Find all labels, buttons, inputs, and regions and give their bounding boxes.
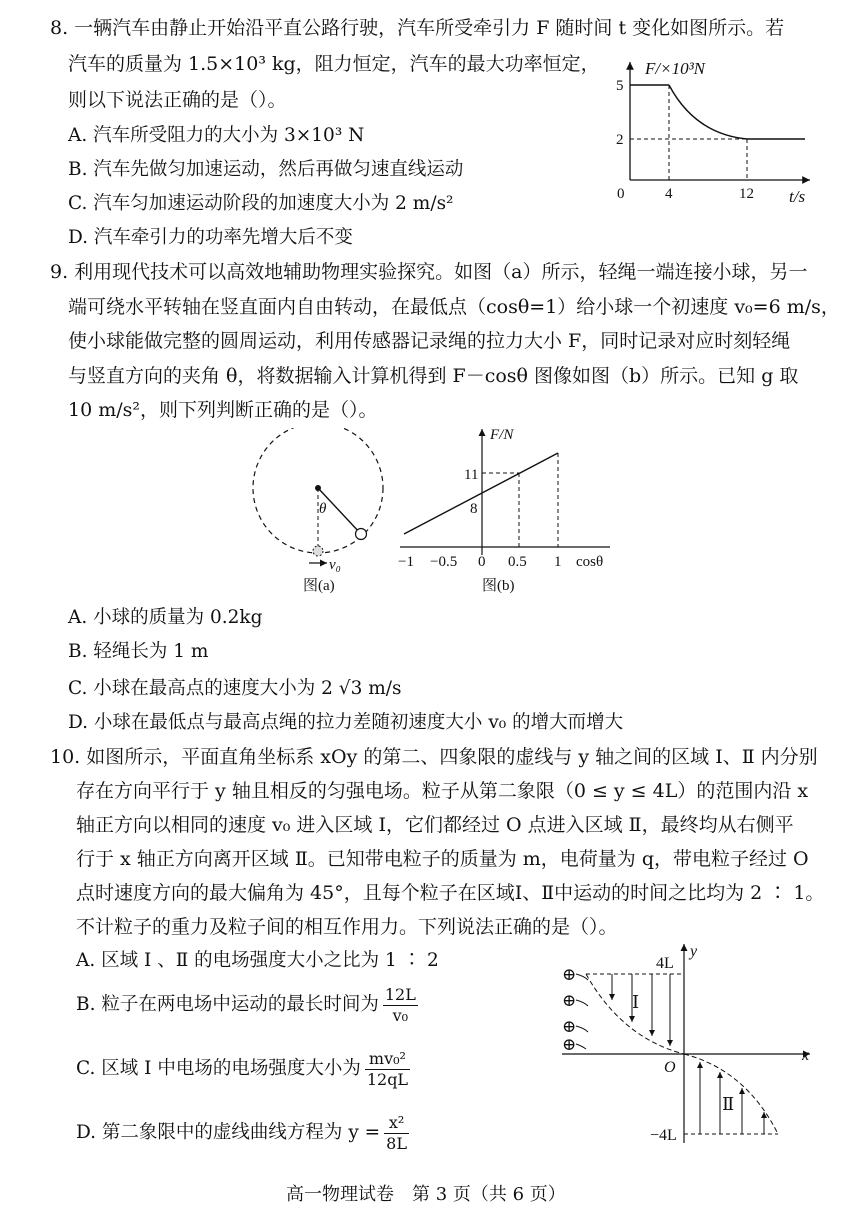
q10-region1-curve bbox=[586, 974, 684, 1054]
q10-stem-line2: 存在方向平行于 y 轴且相反的匀强电场。粒子从第二象限（0 ≤ y ≤ 4L）的范围内沿 x bbox=[76, 780, 809, 802]
q10-option-d-text: D. 第二象限中的虚线曲线方程为 y = bbox=[76, 1122, 381, 1143]
q10-option-c-denominator: 12qL bbox=[366, 1069, 409, 1089]
q10-particle-entry-arrows bbox=[576, 974, 588, 1049]
q10-option-a: A. 区域 Ⅰ 、Ⅱ 的电场强度大小之比为 1 ∶ 2 bbox=[76, 950, 439, 971]
q9-option-b: B. 轻绳长为 1 m bbox=[68, 641, 209, 662]
q10-stem-line5: 点时速度方向的最大偏角为 45°，且每个粒子在区域Ⅰ、Ⅱ中运动的时间之比均为 2 ∶ 1。 bbox=[76, 882, 825, 904]
q10-region2-label: Ⅱ bbox=[722, 1094, 735, 1114]
q8-xtick-4: 4 bbox=[665, 186, 673, 202]
q9-ball-lowest bbox=[313, 546, 323, 556]
q8-option-a: A. 汽车所受阻力的大小为 3×10³ N bbox=[68, 125, 365, 146]
q8-option-c: C. 汽车匀加速运动阶段的加速度大小为 2 m/s² bbox=[68, 193, 454, 214]
q8-option-d: D. 汽车牵引力的功率先增大后不变 bbox=[68, 227, 353, 248]
q9-stem-line5: 10 m/s²，则下列判断正确的是（）。 bbox=[68, 399, 378, 421]
q8-stem-line1: 8. 一辆汽车由静止开始沿平直公路行驶，汽车所受牵引力 F 随时间 t 变化如图所示。若 bbox=[50, 17, 785, 39]
q10-option-c bbox=[76, 1046, 410, 1092]
q10-option-b bbox=[76, 982, 418, 1028]
q10-particle-4: ⊕ bbox=[562, 1035, 577, 1054]
q9-xtick-0: 0 bbox=[478, 554, 486, 570]
q10-particles bbox=[562, 965, 576, 1054]
q8-stem-line3: 则以下说法正确的是（）。 bbox=[68, 89, 287, 111]
q9-option-a: A. 小球的质量为 0.2kg bbox=[68, 607, 263, 628]
q10-field-diagram bbox=[552, 938, 822, 1150]
page-footer: 高一物理试卷 第 3 页（共 6 页） bbox=[286, 1184, 566, 1205]
q9-v0-label: v₀ bbox=[329, 557, 341, 573]
q9-xtick-neg05: −0.5 bbox=[430, 554, 458, 570]
q10-bottom-label: −4L bbox=[650, 1127, 677, 1144]
q8-stem-line2: 汽车的质量为 1.5×10³ kg，阻力恒定，汽车的最大功率恒定， bbox=[68, 53, 600, 75]
q9-xtick-05: 0.5 bbox=[508, 554, 527, 570]
q8-x-label: t/s bbox=[789, 187, 806, 206]
q9-figure-b bbox=[390, 425, 620, 600]
q9-stem-line1: 9. 利用现代技术可以高效地辅助物理实验探究。如图（a）所示，轻绳一端连接小球，另一 bbox=[50, 261, 808, 283]
q10-x-label: x bbox=[802, 1047, 810, 1064]
q9-ytick-8: 8 bbox=[470, 501, 478, 517]
q9-caption-a: 图(a) bbox=[303, 578, 335, 594]
q10-stem-line3: 轴正方向以相同的速度 v₀ 进入区域 Ⅰ，它们都经过 O 点进入区域 Ⅱ，最终均从右侧平 bbox=[76, 814, 794, 836]
q8-force-time-graph bbox=[605, 52, 825, 212]
q10-option-d-denominator: 8L bbox=[386, 1133, 407, 1153]
q8-y-label: F/×10³N bbox=[645, 59, 706, 78]
q9-force-line bbox=[404, 453, 558, 534]
q9-ball bbox=[356, 529, 367, 540]
q9-figure-a bbox=[245, 428, 385, 598]
q10-option-d-fraction bbox=[384, 1113, 409, 1154]
q10-option-d bbox=[76, 1110, 409, 1156]
q10-y-label: y bbox=[690, 943, 698, 960]
q8-ytick-5: 5 bbox=[616, 78, 624, 94]
q10-stem-line4: 行于 x 轴正方向离开区域 Ⅱ。已知带电粒子的质量为 m，电荷量为 q，带电粒子经过 O bbox=[76, 848, 809, 870]
q10-option-d-numerator: x² bbox=[384, 1113, 409, 1134]
q10-option-b-denominator: v₀ bbox=[392, 1005, 409, 1025]
q9-option-d: D. 小球在最低点与最高点绳的拉力差随初速度大小 v₀ 的增大而增大 bbox=[68, 712, 624, 733]
q10-region1-label: Ⅰ bbox=[632, 992, 640, 1012]
q8-origin-label: 0 bbox=[617, 186, 625, 202]
q10-option-c-numerator: mv₀² bbox=[365, 1049, 410, 1070]
q10-particle-3: ⊕ bbox=[562, 1017, 577, 1036]
q10-stem-line1: 10. 如图所示，平面直角坐标系 xOy 的第二、四象限的虚线与 y 轴之间的区域 Ⅰ、Ⅱ 内分别 bbox=[50, 746, 818, 768]
q10-option-c-fraction bbox=[365, 1049, 410, 1090]
q8-decreasing-force-curve bbox=[669, 85, 747, 139]
q8-xtick-12: 12 bbox=[739, 186, 754, 202]
q9-option-c: C. 小球在最高点的速度大小为 2 √3 m/s bbox=[68, 678, 402, 699]
q10-option-c-text: C. 区域 Ⅰ 中电场的电场强度大小为 bbox=[76, 1058, 361, 1079]
q9-y-label: F/N bbox=[490, 427, 514, 443]
q9-x-label: cosθ bbox=[576, 554, 604, 570]
q9-stem-line3: 使小球能做完整的圆周运动，利用传感器记录绳的拉力大小 F，同时记录对应时刻轻绳 bbox=[68, 330, 791, 352]
q8-ytick-2: 2 bbox=[616, 132, 624, 148]
q10-origin-label: O bbox=[664, 1059, 676, 1076]
q10-stem-line6: 不计粒子的重力及粒子间的相互作用力。下列说法正确的是（）。 bbox=[76, 916, 618, 938]
q9-caption-b: 图(b) bbox=[482, 578, 515, 594]
q9-xtick-1: 1 bbox=[554, 554, 562, 570]
q9-pivot bbox=[315, 485, 321, 491]
q8-option-b: B. 汽车先做匀加速运动，然后再做匀速直线运动 bbox=[68, 159, 464, 180]
q9-stem-line2: 端可绕水平转轴在竖直面内自由转动，在最低点（cosθ=1）给小球一个初速度 v₀=6 m/s， bbox=[68, 296, 840, 318]
q10-particle-1: ⊕ bbox=[562, 965, 577, 984]
q9-stem-line4: 与竖直方向的夹角 θ，将数据输入计算机得到 F－cosθ 图像如图（b）所示。已知 g 取 bbox=[68, 365, 799, 387]
q10-option-b-text: B. 粒子在两电场中运动的最长时间为 bbox=[76, 994, 379, 1015]
q9-theta-label: θ bbox=[319, 501, 327, 517]
q9-xtick-neg1: −1 bbox=[398, 554, 414, 570]
q9-ytick-11: 11 bbox=[464, 467, 479, 483]
q10-option-b-numerator: 12L bbox=[384, 984, 416, 1004]
q10-top-label: 4L bbox=[656, 955, 674, 972]
q10-particle-2: ⊕ bbox=[562, 991, 577, 1010]
q10-option-b-fraction bbox=[383, 985, 418, 1026]
